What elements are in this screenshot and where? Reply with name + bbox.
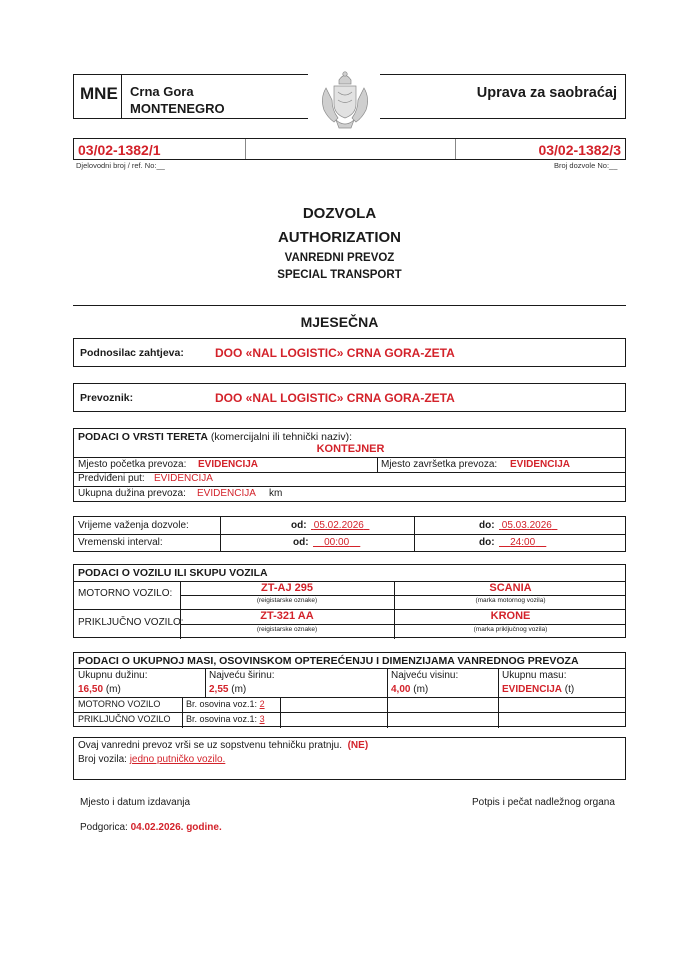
carrier-value: DOO «NAL LOGISTIC» CRNA GORA-ZETA [215,391,455,405]
motor-make: SCANIA [489,582,532,594]
country-name-local: Crna Gora [130,84,194,99]
escort-line [78,740,368,751]
escort-box [73,737,626,780]
trailer-plate-caption: (reigistarske oznake) [256,626,318,633]
motor-make-caption: (marka motornog vozila) [475,597,546,604]
col-divider [387,668,388,728]
trailer-axles-label: Br. osovina voz.1: [186,714,258,724]
motor-plate: ZT-AJ 295 [261,582,313,594]
height-unit: (m) [413,684,429,695]
height-value: 4,00 [391,684,411,695]
country-name [130,83,225,117]
motor-vehicle-label: MOTORNO VOZILO: [78,588,173,599]
divider [73,305,626,306]
motor-axles-field [186,699,265,709]
period-title: MJESEČNA [300,314,379,330]
escort-count-line [78,754,225,765]
width-unit: (m) [231,684,247,695]
trailer-axles-row-label: PRIKLJUČNO VOZILO [78,714,171,724]
vehicles-box [73,564,626,638]
height-field [391,684,428,695]
escort-text: Ovaj vanredni prevoz vrši se uz sopstvenu tehničku pratnju. [78,740,343,751]
ref-middle-cell [246,139,456,159]
length-label: Ukupna dužina prevoza: [78,488,186,499]
escort-answer: (NE) [347,740,369,751]
mass-value: EVIDENCIJA [502,684,563,695]
width-field [209,684,246,695]
place: Podgorica: [80,822,128,833]
place-date [80,822,222,833]
interval-to-time [499,537,546,548]
trailer-make: KRONE [490,610,531,622]
width-value: 2,55 [209,684,229,695]
col-divider [377,457,378,472]
length-unit: km [269,488,283,499]
end-label: Mjesto završetka prevoza: [381,459,498,470]
row-divider [180,595,625,596]
route-label: Predviđeni put: [78,473,145,484]
validity-to-value: 05.03.2026 [501,520,552,531]
escort-count-value: jedno putničko vozilo. [129,754,226,765]
trailer-axles-field [186,714,265,724]
interval-from-value: 00:00 [324,537,350,548]
cargo-heading [78,431,352,443]
country-code: MNE [80,84,118,103]
route-value: EVIDENCIJA [154,473,213,484]
title-dozvola: DOZVOLA [302,205,377,222]
ref-number-label: Djelovodni broj / ref. No:__ [76,161,165,170]
row-divider [74,534,625,535]
trailer-vehicle-label: PRIKLJUČNO VOZILO: [78,617,184,628]
length-unit: (m) [105,684,121,695]
validity-from-value: 05.02.2026 [313,520,364,531]
motor-axles-row-label: MOTORNO VOZILO [78,699,161,709]
motor-axles-value: 2 [259,699,265,709]
ref-number: 03/02-1382/1 [78,142,161,158]
col-divider [498,668,499,728]
validity-from-label: od: [291,520,307,531]
applicant-box [73,338,626,367]
applicant-label: Podnosilac zahtjeva: [80,347,184,359]
row-divider [180,624,625,625]
mass-label: Ukupnu masu: [502,670,567,681]
permit-number: 03/02-1382/3 [538,142,621,158]
carrier-box [73,383,626,412]
authority-name: Uprava za saobraćaj [476,85,617,101]
title-authorization: AUTHORIZATION [277,229,402,246]
length-value: EVIDENCIJA [197,488,256,499]
validity-from-date [311,520,369,531]
length-field [78,684,121,695]
row-divider [74,486,625,487]
trailer-axles-value: 3 [259,714,265,724]
interval-to-label: do: [479,537,495,548]
height-label: Najveću visinu: [391,670,459,681]
title-special-transport: SPECIAL TRANSPORT [277,269,402,281]
escort-count-label: Broj vozila: [78,754,127,765]
title-vanredni-prevoz: VANREDNI PREVOZ [284,252,395,264]
place-date-label: Mjesto i datum izdavanja [80,797,191,808]
validity-to-label: do: [479,520,495,531]
cargo-box [73,428,626,502]
start-value: EVIDENCIJA [198,459,259,470]
cargo-heading-bold: PODACI O VRSTI TERETA [78,431,208,443]
row-divider [74,697,625,698]
validity-box [73,516,626,552]
trailer-plate: ZT-321 AA [260,610,314,622]
row-divider [74,457,625,458]
country-code-cell [74,75,122,118]
width-label: Najveću širinu: [209,670,275,681]
motor-axles-label: Br. osovina voz.1: [186,699,258,709]
signature-label: Potpis i pečat nadležnog organa [472,797,615,808]
start-label: Mjesto početka prevoza: [78,459,187,470]
row-divider [74,668,625,669]
vehicles-heading: PODACI O VOZILU ILI SKUPU VOZILA [78,567,268,579]
length-label: Ukupnu dužinu: [78,670,148,681]
col-divider [205,668,206,697]
dimensions-box [73,652,626,727]
carrier-label: Prevoznik: [80,392,134,404]
interval-from-time [313,537,360,548]
montenegro-coat-of-arms-icon [318,70,372,132]
cargo-value: KONTEJNER [316,443,385,455]
permit-number-label: Broj dozvole No:__ [554,161,618,170]
mass-unit: (t) [564,684,575,695]
length-value: 16,50 [78,684,104,695]
interval-from-label: od: [293,537,309,548]
motor-plate-caption: (reigistarske oznake) [256,597,318,604]
dimensions-heading: PODACI O UKUPNOJ MASI, OSOVINSKOM OPTEREĆENJU I DIMENZIJAMA VANREDNOG PREVOZA [78,655,579,667]
applicant-value: DOO «NAL LOGISTIC» CRNA GORA-ZETA [215,346,455,360]
validity-to-date [499,520,557,531]
trailer-make-caption: (marka priključnog vozila) [473,626,548,633]
mass-field [502,684,574,695]
reference-row [73,138,626,160]
country-name-en: MONTENEGRO [130,101,225,116]
issue-date: 04.02.2026. godine. [130,822,222,833]
cargo-heading-rest: (komercijalni ili tehnički naziv): [207,431,353,443]
ref-number-cell [74,139,246,159]
interval-to-value: 24:00 [510,537,536,548]
interval-label: Vremenski interval: [78,537,163,548]
row-divider [74,712,625,713]
validity-label: Vrijeme važenja dozvole: [78,520,189,531]
end-value: EVIDENCIJA [510,459,571,470]
